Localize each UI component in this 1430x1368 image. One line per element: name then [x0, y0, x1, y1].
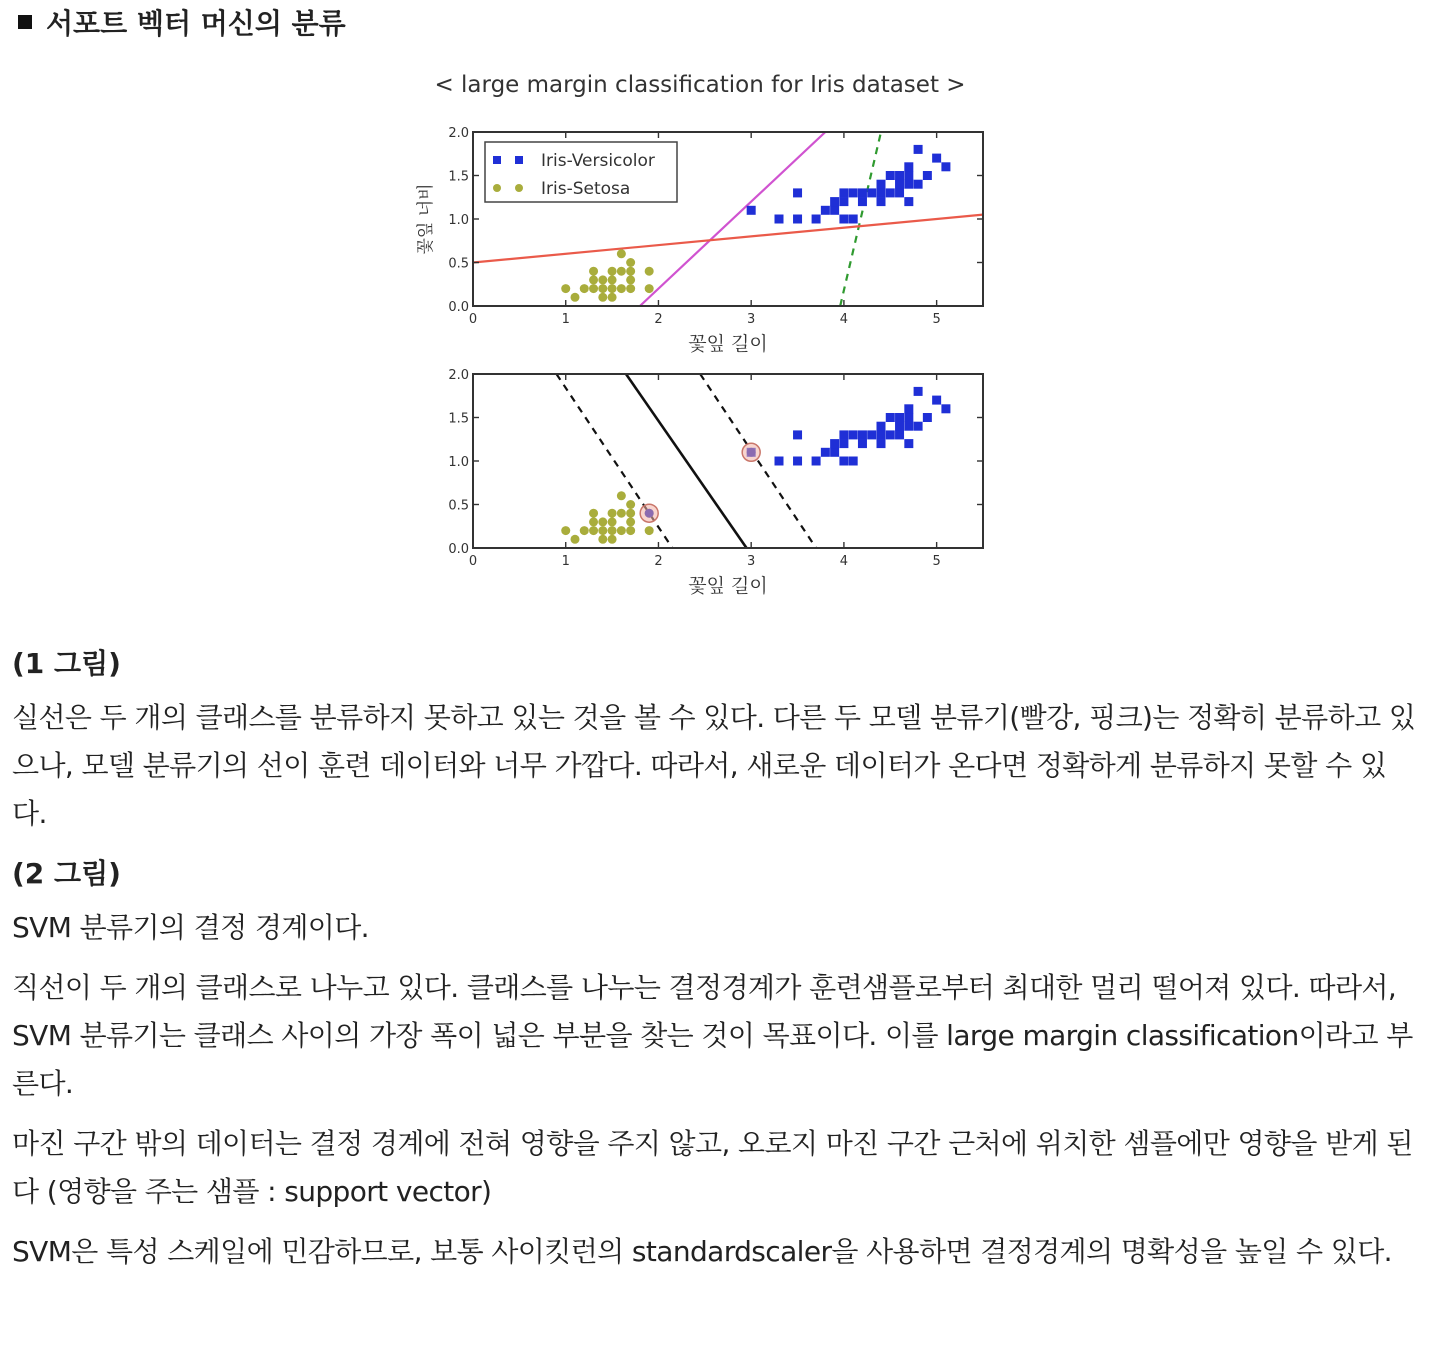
- data-point: [589, 284, 598, 293]
- data-point: [598, 293, 607, 302]
- data-point: [812, 457, 821, 466]
- x-tick-label: 0: [468, 312, 478, 327]
- data-point: [608, 517, 617, 526]
- data-point: [608, 275, 617, 284]
- section-heading: [18, 2, 346, 42]
- y-tick-label: 1.0: [448, 455, 469, 470]
- data-point: [775, 215, 784, 224]
- data-point: [626, 284, 635, 293]
- data-point: [895, 430, 904, 439]
- data-point: [867, 430, 876, 439]
- legend-marker: [493, 156, 501, 164]
- figure2-label: (2 그림): [12, 857, 121, 890]
- data-point: [858, 188, 867, 197]
- legend-marker: [515, 156, 523, 164]
- data-point: [608, 267, 617, 276]
- data-point: [877, 197, 886, 206]
- x-tick-label: 3: [747, 312, 756, 327]
- data-point: [849, 188, 858, 197]
- data-point: [645, 267, 654, 276]
- data-point: [589, 275, 598, 284]
- support-vector-point: [645, 509, 654, 518]
- data-point: [877, 422, 886, 431]
- x-tick-label: 2: [654, 312, 663, 327]
- data-point: [617, 249, 626, 258]
- data-point: [895, 413, 904, 422]
- x-axis-label: 꽃잎 길이: [688, 333, 768, 355]
- data-point: [589, 526, 598, 535]
- svm-figure: [400, 66, 1000, 606]
- data-point: [877, 188, 886, 197]
- data-point: [626, 509, 635, 518]
- data-point: [839, 197, 848, 206]
- section-heading-text: 서포트 벡터 머신의 분류: [46, 7, 346, 40]
- chart-panel-1: [415, 126, 983, 355]
- data-point: [867, 188, 876, 197]
- data-point: [923, 413, 932, 422]
- square-bullet-icon: [18, 15, 32, 29]
- data-point: [571, 535, 580, 544]
- data-point: [608, 535, 617, 544]
- y-tick-label: 0.5: [448, 256, 469, 272]
- data-point: [626, 517, 635, 526]
- data-point: [839, 188, 848, 197]
- data-point: [617, 267, 626, 276]
- data-point: [608, 293, 617, 302]
- data-point: [626, 275, 635, 284]
- y-tick-label: 1.0: [448, 213, 469, 228]
- data-point: [877, 430, 886, 439]
- data-point: [904, 197, 913, 206]
- data-point: [858, 197, 867, 206]
- y-tick-label: 1.5: [448, 411, 469, 427]
- x-tick-label: 4: [839, 312, 849, 327]
- x-axis-label: 꽃잎 길이: [688, 575, 768, 597]
- figure2-text-3: 마진 구간 밖의 데이터는 결정 경계에 전혀 영향을 주지 않고, 오로지 마진 구간 근처에 위치한 셈플에만 영향을 받게 된다 (영향을 주는 샘플 : support vector): [12, 1127, 1413, 1208]
- y-tick-label: 2.0: [448, 368, 469, 383]
- data-point: [914, 145, 923, 154]
- x-tick-label: 1: [561, 312, 570, 327]
- legend-label: Iris-Setosa: [541, 179, 631, 199]
- data-point: [932, 396, 941, 405]
- x-tick-label: 1: [561, 554, 570, 569]
- data-point: [626, 526, 635, 535]
- data-point: [580, 526, 589, 535]
- data-point: [941, 404, 950, 413]
- x-tick-label: 4: [839, 554, 849, 569]
- figure1-text: 실선은 두 개의 클래스를 분류하지 못하고 있는 것을 볼 수 있다. 다른 두 모델 분류기(빨강, 핑크)는 정확히 분류하고 있으나, 모델 분류기의 선이 훈련 데이터와 너무 가깝다. 따라서, 새로운 데이터가 온다면 정확하게 분류하지 못할 수 있다.: [12, 701, 1416, 830]
- legend-marker: [515, 184, 523, 192]
- data-point: [839, 439, 848, 448]
- data-point: [589, 509, 598, 518]
- data-point: [830, 197, 839, 206]
- data-point: [626, 258, 635, 267]
- data-point: [598, 535, 607, 544]
- data-point: [775, 457, 784, 466]
- figure2-text-2: 직선이 두 개의 클래스로 나누고 있다. 클래스를 나누는 결정경계가 훈련샘플로부터 최대한 멀리 떨어져 있다. 따라서, SVM 분류기는 클래스 사이의 가장 폭이 넓은 부분을 찾는 것이 목표이다. 이를 large margin classification이라고 부른다.: [12, 971, 1413, 1100]
- data-point: [608, 526, 617, 535]
- data-point: [645, 284, 654, 293]
- data-point: [598, 284, 607, 293]
- data-point: [617, 491, 626, 500]
- figure1-label: (1 그림): [12, 647, 121, 680]
- data-point: [886, 413, 895, 422]
- data-point: [904, 180, 913, 189]
- x-tick-label: 5: [932, 554, 941, 569]
- data-point: [914, 422, 923, 431]
- data-point: [914, 180, 923, 189]
- data-point: [849, 215, 858, 224]
- article-body: [12, 640, 1420, 1288]
- data-point: [839, 215, 848, 224]
- data-point: [904, 404, 913, 413]
- data-point: [598, 517, 607, 526]
- data-point: [626, 500, 635, 509]
- data-point: [923, 171, 932, 180]
- data-point: [904, 413, 913, 422]
- data-point: [849, 457, 858, 466]
- x-tick-label: 2: [654, 554, 663, 569]
- data-point: [821, 206, 830, 215]
- data-point: [849, 430, 858, 439]
- data-point: [932, 154, 941, 163]
- data-point: [812, 215, 821, 224]
- data-point: [886, 171, 895, 180]
- x-tick-label: 5: [932, 312, 941, 327]
- figure-charts: [400, 66, 1000, 606]
- data-point: [589, 267, 598, 276]
- data-point: [886, 430, 895, 439]
- data-point: [904, 422, 913, 431]
- data-point: [561, 284, 570, 293]
- data-point: [598, 275, 607, 284]
- data-point: [941, 162, 950, 171]
- y-tick-label: 1.5: [448, 169, 469, 185]
- x-tick-label: 3: [747, 554, 756, 569]
- data-point: [858, 430, 867, 439]
- support-vector-point: [747, 448, 756, 457]
- data-point: [877, 180, 886, 189]
- data-point: [839, 457, 848, 466]
- data-point: [793, 457, 802, 466]
- data-point: [747, 206, 756, 215]
- data-point: [886, 188, 895, 197]
- data-point: [830, 439, 839, 448]
- data-point: [617, 526, 626, 535]
- data-point: [895, 188, 904, 197]
- y-tick-label: 2.0: [448, 126, 469, 141]
- data-point: [580, 284, 589, 293]
- chart-panel-2: [448, 368, 983, 597]
- y-tick-label: 0.0: [448, 300, 469, 315]
- data-point: [571, 293, 580, 302]
- data-point: [830, 206, 839, 215]
- data-point: [904, 162, 913, 171]
- data-point: [858, 439, 867, 448]
- data-point: [895, 171, 904, 180]
- data-point: [895, 422, 904, 431]
- data-point: [830, 448, 839, 457]
- y-tick-label: 0.5: [448, 498, 469, 514]
- y-tick-label: 0.0: [448, 542, 469, 557]
- data-point: [608, 509, 617, 518]
- data-point: [617, 509, 626, 518]
- data-point: [895, 180, 904, 189]
- figure2-text-4: SVM은 특성 스케일에 민감하므로, 보통 사이킷런의 standardscaler을 사용하면 결정경계의 명확성을 높일 수 있다.: [12, 1235, 1392, 1268]
- data-point: [598, 526, 607, 535]
- legend-label: Iris-Versicolor: [541, 151, 655, 171]
- x-tick-label: 0: [468, 554, 478, 569]
- data-point: [904, 439, 913, 448]
- data-point: [793, 188, 802, 197]
- y-axis-label: 꽃잎 너비: [416, 183, 436, 255]
- data-point: [608, 284, 617, 293]
- data-point: [793, 430, 802, 439]
- data-point: [914, 387, 923, 396]
- data-point: [626, 267, 635, 276]
- figure2-text-1: SVM 분류기의 결정 경계이다.: [12, 911, 369, 944]
- figure-title: < large margin classification for Iris dataset >: [434, 72, 966, 98]
- data-point: [904, 171, 913, 180]
- data-point: [617, 284, 626, 293]
- data-point: [589, 517, 598, 526]
- data-point: [793, 215, 802, 224]
- data-point: [877, 439, 886, 448]
- data-point: [561, 526, 570, 535]
- legend-marker: [493, 184, 501, 192]
- data-point: [839, 430, 848, 439]
- data-point: [645, 526, 654, 535]
- data-point: [821, 448, 830, 457]
